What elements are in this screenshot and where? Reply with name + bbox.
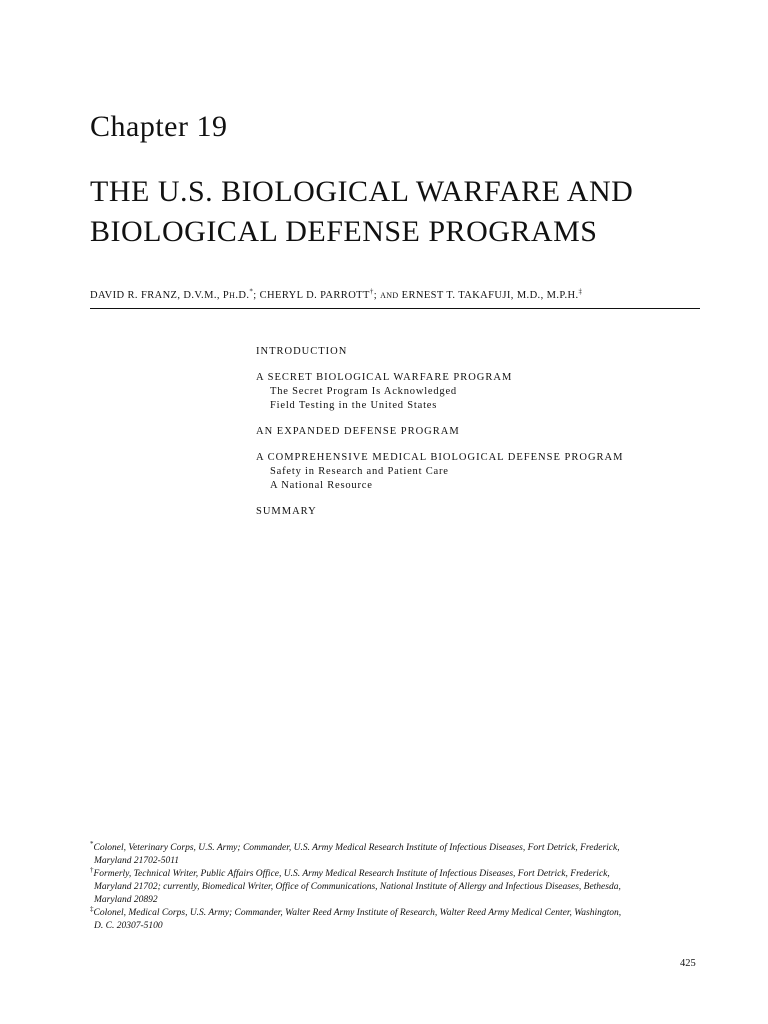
toc-subitem: The Secret Program Is Acknowledged bbox=[270, 386, 457, 397]
toc-heading: SUMMARY bbox=[256, 506, 317, 517]
toc-section bbox=[256, 371, 696, 413]
toc-section bbox=[256, 425, 696, 439]
author-degree: P bbox=[222, 290, 230, 301]
footnote-mark: † bbox=[369, 287, 374, 296]
separator: ; bbox=[373, 290, 381, 301]
footnote-mark: * bbox=[90, 839, 94, 848]
chapter-title-line: BIOLOGICAL DEFENSE PROGRAMS bbox=[90, 215, 598, 248]
chapter-title bbox=[90, 172, 730, 252]
author-name: CHERYL D. PARROTT bbox=[259, 290, 370, 301]
toc-heading: A SECRET BIOLOGICAL WARFARE PROGRAM bbox=[256, 372, 513, 383]
toc-heading: INTRODUCTION bbox=[256, 346, 348, 357]
conjunction: AND bbox=[380, 291, 399, 300]
chapter-label: Chapter 19 bbox=[90, 110, 228, 143]
author-name: DAVID R. FRANZ, D.V.M., bbox=[90, 290, 223, 301]
divider-rule bbox=[90, 308, 700, 309]
toc-subitem: A National Resource bbox=[270, 480, 373, 491]
toc-subitem: Field Testing in the United States bbox=[270, 400, 438, 411]
toc-heading: AN EXPANDED DEFENSE PROGRAM bbox=[256, 426, 460, 437]
table-of-contents bbox=[256, 345, 696, 531]
chapter-title-line: THE U.S. BIOLOGICAL WARFARE AND bbox=[90, 175, 634, 208]
author-degree: .D. bbox=[235, 290, 250, 301]
author-line bbox=[90, 287, 700, 301]
page-number: 425 bbox=[680, 958, 696, 969]
footnote bbox=[90, 904, 702, 933]
footnote-text: D. C. 20307-5100 bbox=[94, 921, 163, 931]
footnote-mark: ‡ bbox=[90, 904, 94, 913]
footnote-mark: * bbox=[249, 287, 254, 296]
footnotes bbox=[90, 839, 702, 933]
footnote-text: Colonel, Medical Corps, U.S. Army; Commander, Walter Reed Army Institute of Research, Walter Reed Army Medical Center, Washington, bbox=[93, 908, 622, 918]
author-name: ERNEST T. TAKAFUJI, M.D., M.P.H. bbox=[398, 290, 579, 301]
footnote bbox=[90, 865, 702, 907]
footnote-text: Maryland 21702-5011 bbox=[94, 856, 180, 866]
footnote-text: Colonel, Veterinary Corps, U.S. Army; Commander, U.S. Army Medical Research Institute of Infectious Diseases, Fort Detrick, Frederick, bbox=[93, 843, 620, 853]
footnote-text: Formerly, Technical Writer, Public Affairs Office, U.S. Army Medical Research Institute of Infectious Diseases, Fort Detrick, Frederick, bbox=[93, 869, 610, 879]
footnote-mark: † bbox=[90, 865, 94, 874]
footnote-mark: ‡ bbox=[578, 287, 583, 296]
toc-section bbox=[256, 505, 696, 519]
toc-subitem: Safety in Research and Patient Care bbox=[270, 466, 449, 477]
toc-heading: A COMPREHENSIVE MEDICAL BIOLOGICAL DEFENSE PROGRAM bbox=[256, 452, 624, 463]
footnote-text: Maryland 21702; currently, Biomedical Writer, Office of Communications, National Institute of Allergy and Infectious Diseases, Bethesda, bbox=[94, 882, 621, 892]
toc-section bbox=[256, 345, 696, 359]
footnote-text: Maryland 20892 bbox=[94, 895, 158, 905]
footnote bbox=[90, 839, 702, 868]
author-degree: H bbox=[229, 291, 236, 300]
toc-section bbox=[256, 451, 696, 493]
separator: ; bbox=[253, 290, 260, 301]
